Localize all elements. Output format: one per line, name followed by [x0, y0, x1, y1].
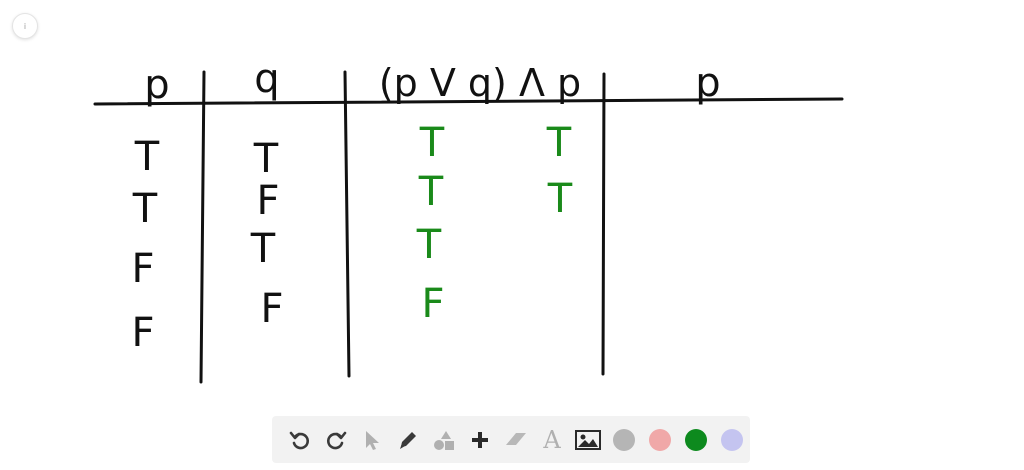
add-icon — [470, 430, 490, 450]
cell-and-p-1: T — [546, 120, 572, 166]
color-lavender-button[interactable] — [714, 422, 750, 458]
pen-icon — [397, 429, 419, 451]
pink-swatch — [649, 429, 671, 451]
color-gray-button[interactable] — [606, 422, 642, 458]
text-button[interactable] — [534, 422, 570, 458]
cell-pvq-1: T — [419, 120, 445, 166]
cell-pvq-4: F — [421, 281, 445, 327]
cell-q-3: T — [250, 226, 276, 272]
undo-button[interactable] — [282, 422, 318, 458]
cell-p-2: T — [132, 186, 158, 232]
image-icon — [575, 429, 601, 451]
cell-pvq-3: T — [416, 222, 442, 268]
header-p: p — [144, 62, 170, 108]
undo-icon — [289, 429, 311, 451]
add-button[interactable] — [462, 422, 498, 458]
redo-button[interactable] — [318, 422, 354, 458]
cell-q-1: T — [253, 136, 279, 182]
column-divider-1 — [201, 72, 204, 382]
green-swatch — [685, 429, 707, 451]
pen-button[interactable] — [390, 422, 426, 458]
pointer-icon — [362, 429, 382, 451]
gray-swatch — [613, 429, 635, 451]
info-label: i — [23, 21, 27, 31]
cell-p-3: F — [131, 246, 155, 292]
cell-q-4: F — [260, 286, 284, 332]
image-button[interactable] — [570, 422, 606, 458]
color-pink-button[interactable] — [642, 422, 678, 458]
cell-and-p-2: T — [547, 176, 573, 222]
redo-icon — [325, 429, 347, 451]
header-q: q — [254, 56, 280, 102]
cell-pvq-2: T — [418, 169, 444, 215]
shapes-icon — [432, 429, 456, 451]
header-p-result: p — [695, 60, 721, 106]
header-expression: (p V q) Λ p — [378, 61, 582, 105]
column-divider-3 — [603, 74, 604, 374]
cell-q-2: F — [256, 178, 280, 224]
cell-p-4: F — [131, 310, 155, 356]
cell-p-1: T — [134, 134, 160, 180]
text-tool-label: A — [543, 425, 561, 454]
select-button[interactable] — [354, 422, 390, 458]
eraser-button[interactable] — [498, 422, 534, 458]
drawing-toolbar — [272, 416, 750, 463]
color-green-button[interactable] — [678, 422, 714, 458]
column-divider-2 — [345, 72, 349, 376]
shapes-button[interactable] — [426, 422, 462, 458]
eraser-icon — [504, 430, 528, 450]
lavender-swatch — [721, 429, 743, 451]
